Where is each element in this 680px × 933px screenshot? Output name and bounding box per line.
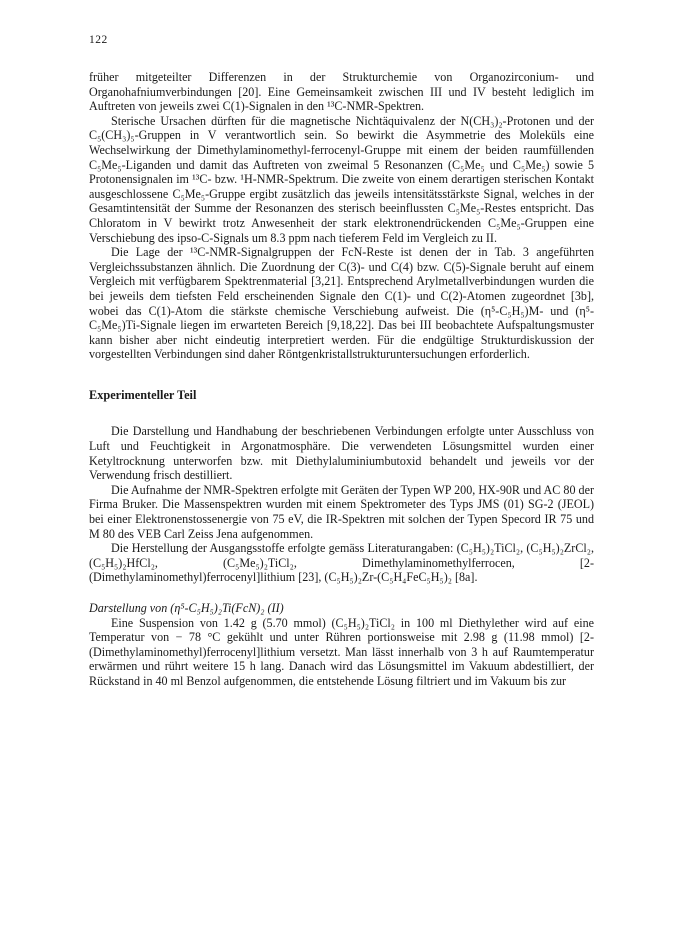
paragraph-starting-materials: Die Herstellung der Ausgangsstoffe erfolgte gemäss Literaturangaben: (C₅H₅)₂TiCl₂, (C₅H₅)₂ZrCl₂, (C₅H₅)₂HfCl₂, (C₅Me₅)₂TiCl₂, Dimethylaminomethylferrocen, [2-(Dimethylaminomethyl)ferrocenyl]lithium [23], (C₅H₅)₂Zr-(C₅H₄FeC₅H₅)₂ [8a]. <box>89 541 594 585</box>
paragraph-instruments: Die Aufnahme der NMR-Spektren erfolgte mit Geräten der Typen WP 200, HX-90R und AC 80 der Firma Bruker. Die Massenspektren wurden mit einem Spektrometer des Typs JMS (01) SG-2 (JEOL) bei einer Elektronenstossenergie von 75 eV, die IR-Spektren mit solchen der Typen Specord IR 75 und M 80 des VEB Carl Zeiss Jena aufgenommen. <box>89 482 594 541</box>
section-heading: Experimenteller Teil <box>89 387 197 402</box>
subsection-heading: Darstellung von (η⁵-C₅H₅)₂Ti(FcN)₂ (II) <box>89 601 284 615</box>
paragraph-procedure: Eine Suspension von 1.42 g (5.70 mmol) (C₅H₅)₂TiCl₂ in 100 ml Diethylether wird auf eine Temperatur von − 78 °C gekühlt und unter Rühren portionsweise mit 2.98 g (11.98 mmol) [2-(Dimethylaminomethyl)ferrocenyl]lithium versetzt. Man lässt innerhalb von 3 h auf Raumtemperatur erwärmen und rührt weitere 15 h lang. Danach wird das Lösungsmittel im Vakuum abdestilliert, der Rückstand in 40 ml Benzol aufgenommen, die entstehende Lösung filtriert und im Vakuum bis zur <box>89 615 594 688</box>
paragraph-continuation: früher mitgeteilter Differenzen in der Strukturchemie von Organozirconium- und Organohafniumverbindungen [20]. Eine Gemeinsamkeit zwischen III und IV besteht lediglich im Auftreten von jeweils zwei C(1)-Signalen in den ¹³C-NMR-Spektren. <box>89 70 594 114</box>
page-number: 122 <box>89 34 108 46</box>
paragraph-steric: Sterische Ursachen dürften für die magnetische Nichtäquivalenz der N(CH₃)₂-Protonen und der C₅(CH₃)₅-Gruppen in V verantwortlich sein. So bewirkt die Asymmetrie des Moleküls eine Wechselwirkung der Dimethylaminomethyl-ferrocenyl-Gruppe mit einem der beiden raumfüllenden C₅Me₅-Liganden und damit das Auftreten von zweimal 5 Resonanzen (C₅Me₅ und C₅Me₅) sowie 5 Protonensignalen im ¹³C- bzw. ¹H-NMR-Spektrum. Die zweite von einem derartigen sterischen Kontakt ausgeschlossene C₅Me₅-Gruppe ergibt zusätzlich das jeweils intensitätsstärkste Signal, welches in der Gesamtintensität der Summe der Resonanzen des sterisch beeinflussten C₅Me₅-Restes entspricht. Das Chloratom in V bewirkt trotz Anwesenheit der stark elektronendrückenden C₅Me₅-Gruppen eine Verschiebung des ipso-C-Signals um 8.3 ppm nach tieferem Feld im Vergleich zu II. <box>89 113 594 245</box>
paragraph-handling: Die Darstellung und Handhabung der beschriebenen Verbindungen erfolgte unter Ausschluss von Luft und Feuchtigkeit in Argonatmosphäre. Die verwendeten Lösungsmittel wurden einer Ketyltrocknung unterworfen bzw. mit Diethylaluminiumbutoxid behandelt und jeweils vor der Verwendung frisch destilliert. <box>89 424 594 483</box>
body-text <box>89 70 594 689</box>
paragraph-nmr-signals: Die Lage der ¹³C-NMR-Signalgruppen der FcN-Reste ist denen der in Tab. 3 angeführten Vergleichssubstanzen ähnlich. Die Zuordnung der C(3)- und C(4) bzw. C(5)-Signale beruht auf einem Vergleich mit verfügbarem Spektrenmaterial [3,21]. Entsprechend Arylmetallverbindungen wurden die bei jeweils dem tiefsten Feld erscheinenden Signale den C(1)- und C(2)-Atomen zugeordnet [3b], wobei das C(1)-Atom die stärkste chemische Verschiebung aufweist. Die (η⁵-C₅H₅)M- und (η⁵-C₅Me₅)Ti-Signale liegen im erwarteten Bereich [9,18,22]. Das bei III beobachtete Aufspaltungsmuster kann bisher aber nicht eindeutig interpretiert werden. Für die endgültige Strukturdiskussion der vorgestellten Verbindungen sind daher Röntgenkristallstrukturuntersuchungen erforderlich. <box>89 245 594 362</box>
